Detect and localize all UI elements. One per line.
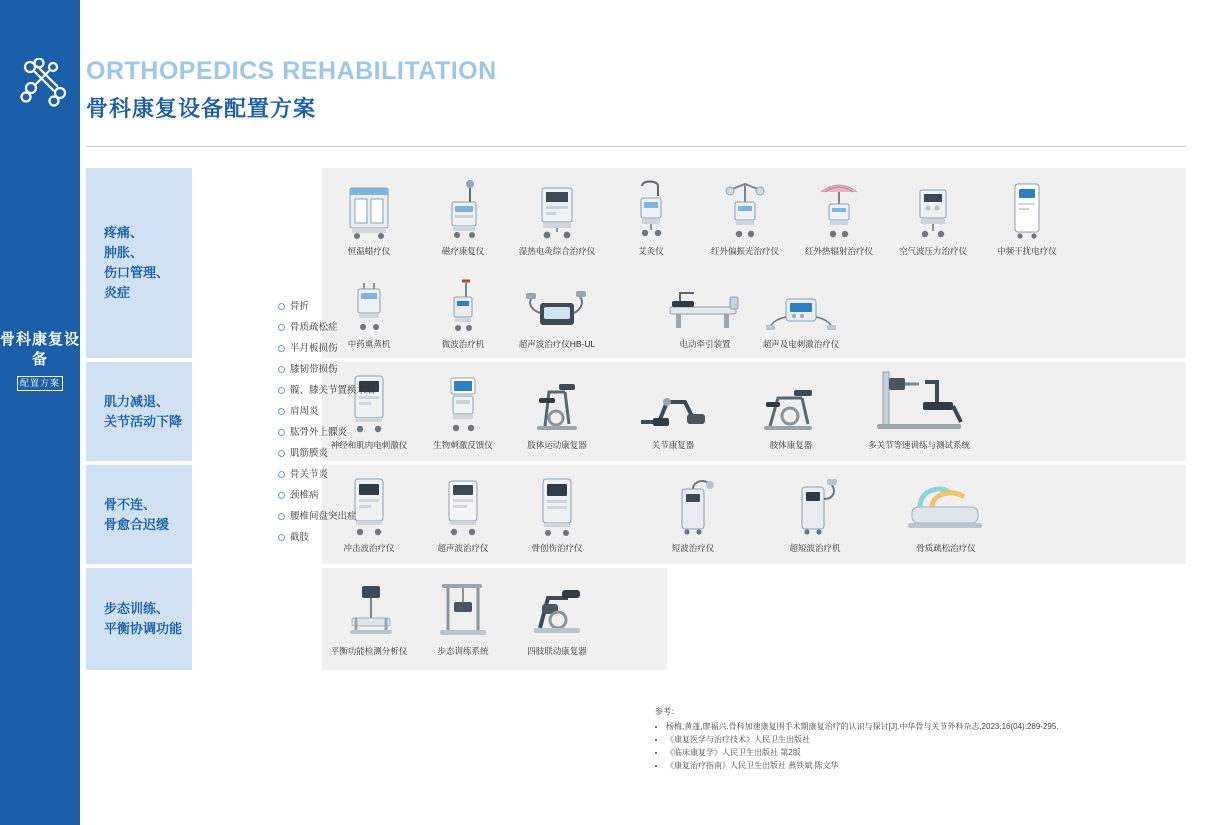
category-label-gait: 步态训练、 平衡协调功能 [86, 568, 192, 670]
polarized-light-icon [712, 178, 778, 240]
device-card[interactable] [514, 578, 600, 657]
list-item[interactable] [278, 359, 408, 380]
device-label: 超声波治疗仪 [437, 543, 489, 553]
ultrashortwave-icon [782, 475, 848, 537]
device-label: 湿热电灸综合治疗仪 [518, 246, 596, 256]
device-label: 骨质疏松治疗仪 [916, 543, 976, 553]
device-card[interactable] [772, 475, 858, 554]
symptom-label: 颈椎病 [290, 490, 319, 501]
cpm-device-icon [628, 372, 718, 434]
device-card[interactable] [984, 178, 1070, 257]
device-label: 空气波压力治疗仪 [898, 246, 967, 256]
sidebar-title: 骨科康复设备 [0, 331, 81, 368]
bullet-icon [278, 408, 285, 415]
device-card[interactable] [608, 178, 694, 257]
device-card[interactable] [702, 178, 788, 257]
equipment-matrix [86, 168, 1186, 674]
list-item[interactable] [278, 506, 408, 527]
list-item[interactable] [278, 422, 408, 443]
device-group-muscle [322, 362, 1186, 461]
category-label-nonunion: 骨不连、 骨愈合迟缓 [86, 465, 192, 564]
references-block [655, 705, 1175, 772]
device-label: 红外偏振光治疗仪 [710, 246, 779, 256]
device-group-nonunion [322, 465, 1186, 564]
ultrasound-portable-icon [512, 271, 602, 333]
symptom-column-spacer [192, 568, 322, 670]
infrared-lamp-icon [806, 178, 872, 240]
symptom-label: 截肢 [290, 532, 310, 543]
bullet-icon [278, 471, 285, 478]
device-label: 骨创伤治疗仪 [531, 543, 583, 553]
device-label: 肢体运动康复器 [527, 440, 587, 450]
device-label: 多关节等速训练与测试系统 [867, 440, 970, 450]
four-limb-trainer-icon [524, 578, 590, 640]
device-card[interactable] [758, 271, 844, 350]
device-label: 生物刺激反馈仪 [433, 440, 493, 450]
device-label: 磁疗康复仪 [441, 246, 485, 256]
ultrasound-stim-icon [756, 271, 846, 333]
osteoporosis-icon [898, 475, 994, 537]
symptom-list [278, 296, 408, 548]
reference-item: • 《康复治疗指南》人民卫生出版社 燕铁斌 陈文华 [666, 759, 1175, 772]
list-item[interactable] [278, 464, 408, 485]
isokinetic-system-icon [867, 372, 971, 434]
device-card[interactable] [796, 178, 882, 257]
category-label-muscle: 肌力减退、 关节活动下降 [86, 362, 192, 461]
limb-trainer-icon [746, 372, 836, 434]
category-label-pain: 疼痛、 肿胀、 伤口管理、 炎症 [86, 168, 192, 358]
device-card[interactable] [420, 372, 506, 451]
bullet-icon [278, 345, 285, 352]
device-card[interactable] [890, 178, 976, 257]
device-label: 四肢联动康复器 [527, 646, 587, 656]
device-label: 红外热辐射治疗仪 [804, 246, 873, 256]
device-card[interactable] [864, 372, 974, 451]
device-card[interactable] [420, 475, 506, 554]
device-row [322, 178, 1186, 257]
device-card[interactable] [420, 178, 506, 257]
device-card[interactable] [630, 372, 716, 451]
device-card[interactable] [326, 178, 412, 257]
matrix-row [86, 362, 1186, 461]
symptom-label: 肌筋膜炎 [290, 448, 329, 459]
reference-item: • 《临床康复学》人民卫生出版社 第2版 [666, 746, 1175, 759]
list-item[interactable] [278, 527, 408, 548]
biofeedback-icon [430, 372, 496, 434]
device-row [322, 475, 1186, 554]
device-card[interactable] [748, 372, 834, 451]
list-item[interactable] [278, 296, 408, 317]
device-group-gait [322, 568, 667, 670]
device-label: 步态训练系统 [437, 646, 489, 656]
device-card[interactable] [514, 271, 600, 350]
traction-bed-icon [660, 271, 750, 333]
device-card[interactable] [420, 578, 506, 657]
device-card[interactable] [650, 475, 736, 554]
device-label: 超声波治疗仪HB-UL [518, 339, 596, 349]
device-row [322, 578, 667, 657]
arm-device-icon [430, 178, 496, 240]
bullet-icon [278, 513, 285, 520]
symptom-label: 肩周炎 [290, 406, 319, 417]
device-label: 平衡功能检测分析仪 [330, 646, 408, 656]
exercise-bike-icon [524, 372, 590, 434]
page-title-cn: 骨科康复设备配置方案 [86, 96, 317, 121]
device-card[interactable] [420, 271, 506, 350]
matrix-row [86, 568, 1186, 670]
bullet-icon [278, 492, 285, 499]
device-row [322, 271, 1186, 350]
bullet-icon [278, 366, 285, 373]
bullet-icon [278, 534, 285, 541]
header-divider [86, 146, 1186, 147]
tower-device-icon [994, 178, 1060, 240]
device-label: 中药熏蒸机 [347, 339, 391, 349]
device-card[interactable] [326, 578, 412, 657]
bone-trauma-icon [524, 475, 590, 537]
symptom-label: 髋、膝关节置换术后 [290, 385, 376, 396]
symptom-label: 骨关节炎 [290, 469, 329, 480]
symptom-label: 骨折 [290, 301, 310, 312]
device-card[interactable] [896, 475, 996, 554]
device-label: 神经和肌肉电刺激仪 [330, 440, 408, 450]
device-label: 艾灸仪 [638, 246, 664, 256]
device-label: 中频干扰电疗仪 [997, 246, 1057, 256]
references-list [655, 720, 1175, 772]
gait-trainer-icon [430, 578, 496, 640]
list-item[interactable] [278, 317, 408, 338]
bullet-icon [278, 429, 285, 436]
device-label: 关节康复器 [651, 440, 695, 450]
list-item[interactable] [278, 380, 408, 401]
device-label: 超短波治疗机 [789, 543, 841, 553]
device-label: 微波治疗机 [441, 339, 485, 349]
list-item[interactable] [278, 338, 408, 359]
device-group-pain [322, 168, 1186, 358]
device-card[interactable] [662, 271, 748, 350]
symptom-label: 肱骨外上髁炎 [290, 427, 348, 438]
balance-analyzer-icon [336, 578, 402, 640]
reference-item: • 《康复医学与治疗技术》人民卫生出版社 [666, 733, 1175, 746]
symptom-label: 膝韧带损伤 [290, 364, 338, 375]
bullet-icon [278, 324, 285, 331]
shortwave-icon [660, 475, 726, 537]
bullet-icon [278, 303, 285, 310]
symptom-label: 骨质疏松症 [290, 322, 338, 333]
sidebar-title-block [0, 330, 80, 391]
device-card[interactable] [514, 178, 600, 257]
ultrasound-cart-icon [430, 475, 496, 537]
reference-item: • 杨梅,黄蓬,廖福兴.骨科加速康复围手术期康复治疗的认识与探讨[J].中华骨与关节外科杂志,2023,16(04):289-295. [666, 720, 1175, 733]
moxa-device-icon [618, 178, 684, 240]
list-item[interactable] [278, 401, 408, 422]
symptom-label: 腰椎间盘突出症 [290, 511, 357, 522]
list-item[interactable] [278, 443, 408, 464]
console-device-icon [524, 178, 590, 240]
device-card[interactable] [514, 475, 600, 554]
page-title-en: ORTHOPEDICS REHABILITATION [86, 57, 497, 85]
device-label: 恒温蜡疗仪 [347, 246, 391, 256]
device-label: 肢体康复器 [769, 440, 813, 450]
air-pressure-icon [900, 178, 966, 240]
device-label: 超声及电刺激治疗仪 [762, 339, 840, 349]
left-sidebar [0, 0, 80, 825]
cabinet-device-icon [336, 178, 402, 240]
device-card[interactable] [514, 372, 600, 451]
list-item[interactable] [278, 485, 408, 506]
device-row [322, 372, 1186, 451]
symptom-label: 半月板损伤 [290, 343, 338, 354]
matrix-row [86, 465, 1186, 564]
bullet-icon [278, 387, 285, 394]
device-label: 短波治疗仪 [671, 543, 715, 553]
device-label: 电动牵引装置 [679, 339, 731, 349]
microwave-device-icon [430, 271, 496, 333]
bullet-icon [278, 450, 285, 457]
device-label: 冲击波治疗仪 [343, 543, 395, 553]
bone-icon [20, 58, 70, 110]
matrix-row [86, 168, 1186, 358]
sidebar-subtitle: 配置方案 [0, 376, 80, 391]
references-title: 参考： [655, 707, 679, 716]
